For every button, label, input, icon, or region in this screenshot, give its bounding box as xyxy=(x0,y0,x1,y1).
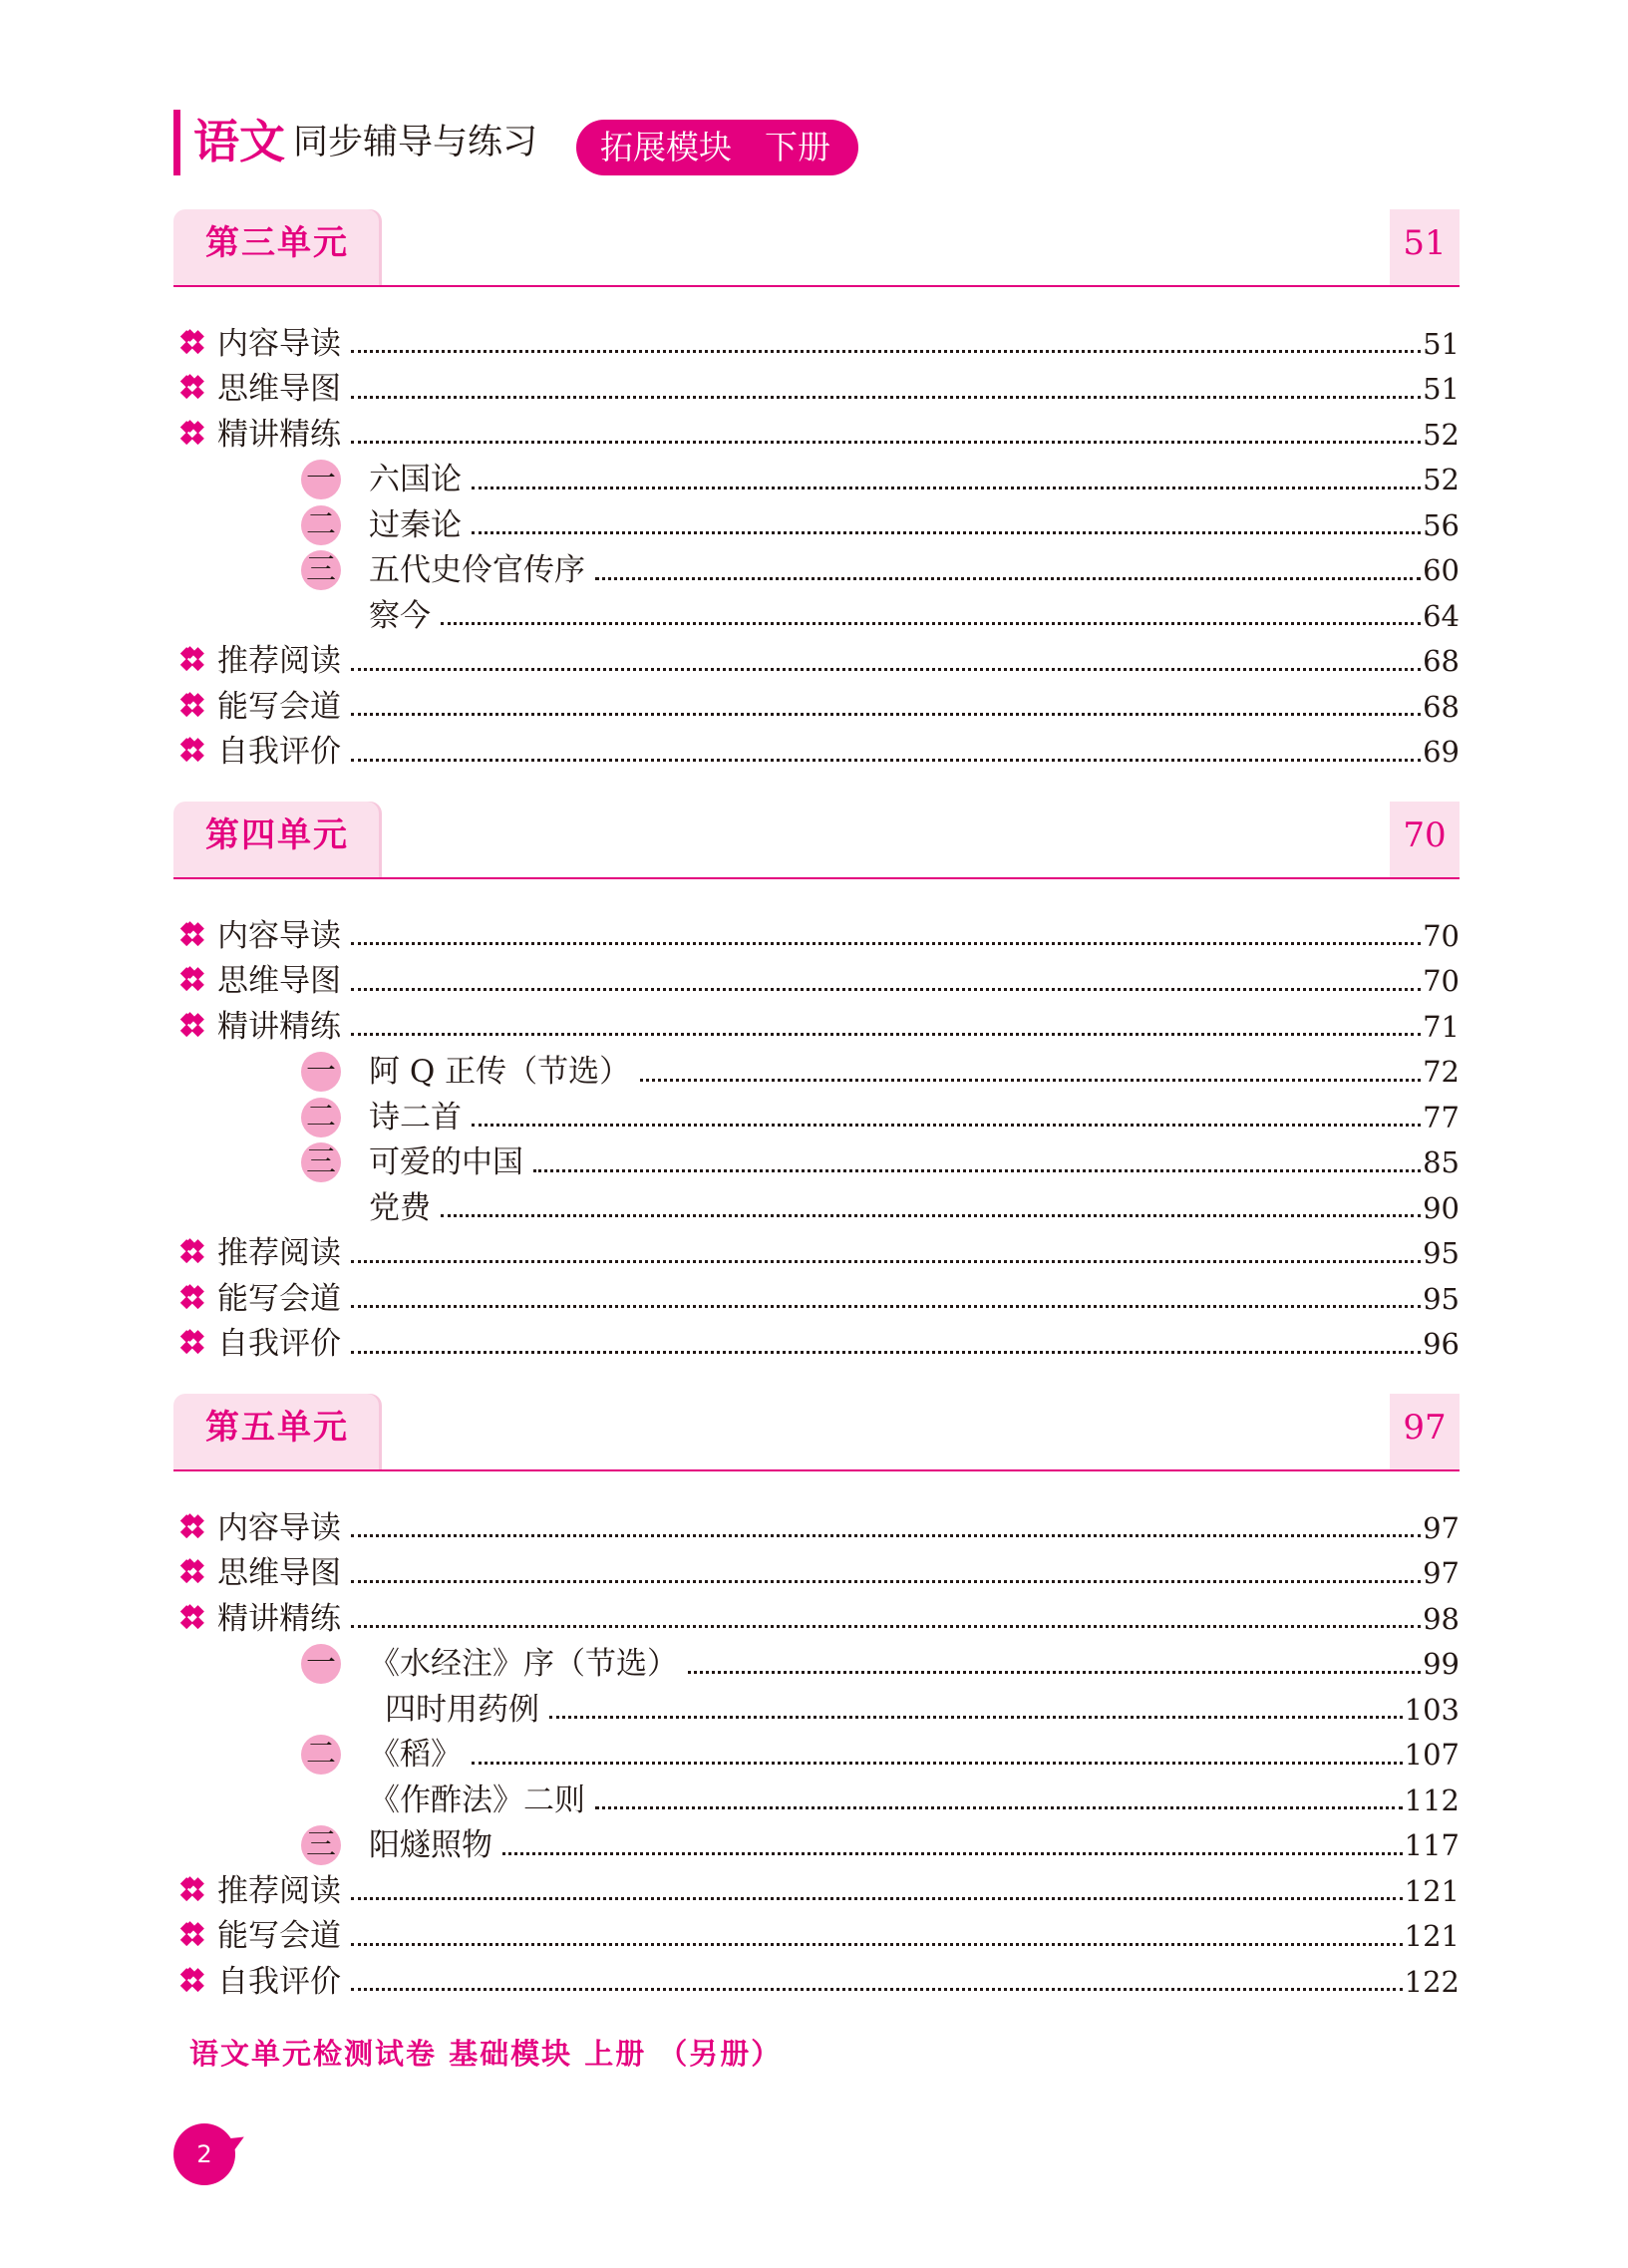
book-subtitle: 同步辅导与练习 xyxy=(293,123,538,162)
unit-start-page: 70 xyxy=(1403,815,1447,855)
entry-page-number: 77 xyxy=(1423,1100,1460,1134)
diamond-bullet-icon xyxy=(185,923,211,949)
diamond-bullet-icon xyxy=(185,648,211,674)
entry-lead xyxy=(173,1508,341,1548)
unit-title: 第四单元 xyxy=(205,815,349,855)
diamond-bullet-icon xyxy=(185,1923,211,1949)
entry-page-number: 51 xyxy=(1423,372,1460,407)
toc-entry[interactable] xyxy=(173,1959,1460,2005)
toc-entry[interactable] xyxy=(173,1322,1460,1368)
entry-page-number: 90 xyxy=(1423,1190,1460,1225)
entry-title: 自我评价 xyxy=(217,1326,341,1363)
entry-page-number: 64 xyxy=(1423,598,1460,633)
dot-leader xyxy=(351,988,1421,991)
dot-leader xyxy=(351,713,1421,716)
toc-entry[interactable] xyxy=(173,1050,1460,1096)
entry-lead xyxy=(173,1871,341,1911)
diamond-bullet-icon xyxy=(185,1969,211,1995)
lesson-number-badge: 三 xyxy=(301,550,341,590)
entry-title: 内容导读 xyxy=(217,917,341,954)
unit-title: 第三单元 xyxy=(205,223,349,263)
entry-lead xyxy=(173,550,585,590)
entry-title: 可爱的中国 xyxy=(369,1144,523,1181)
dot-leader xyxy=(502,1852,1403,1855)
toc-entry[interactable] xyxy=(173,1642,1460,1688)
entry-lead xyxy=(173,1279,341,1319)
entry-lead xyxy=(173,1644,678,1684)
entry-lead xyxy=(173,916,341,956)
toc-entry[interactable] xyxy=(173,1505,1460,1551)
entry-page-number: 68 xyxy=(1423,689,1460,724)
diamond-bullet-icon xyxy=(185,1331,211,1357)
entry-page-number: 97 xyxy=(1423,1510,1460,1545)
entry-lead xyxy=(173,1233,341,1273)
toc-entry[interactable] xyxy=(173,502,1460,548)
dot-leader xyxy=(595,577,1421,580)
dot-leader xyxy=(688,1671,1421,1674)
entry-lead xyxy=(173,1781,585,1820)
dot-leader xyxy=(351,1305,1421,1308)
dot-leader xyxy=(351,1260,1421,1263)
entry-title: 自我评价 xyxy=(217,734,341,771)
toc-entry[interactable] xyxy=(173,367,1460,413)
toc-entry[interactable] xyxy=(173,913,1460,959)
unit-block xyxy=(173,1390,1460,2005)
entry-title: 过秦论 xyxy=(369,506,462,543)
diamond-bullet-icon xyxy=(185,422,211,448)
entry-lead xyxy=(173,1052,630,1092)
dot-leader xyxy=(351,1534,1421,1537)
entry-page-number: 95 xyxy=(1423,1281,1460,1316)
dot-leader xyxy=(472,531,1421,534)
toc-entry[interactable] xyxy=(173,730,1460,776)
unit-start-page: 51 xyxy=(1403,223,1447,263)
lesson-number-badge: 一 xyxy=(301,1644,341,1684)
entry-title: 精讲精练 xyxy=(217,1600,341,1637)
entry-title: 思维导图 xyxy=(217,1555,341,1592)
toc-entry[interactable] xyxy=(173,959,1460,1005)
entry-lead xyxy=(173,1324,341,1364)
entry-lead xyxy=(173,1188,431,1228)
dot-leader xyxy=(351,1033,1421,1036)
entry-lead xyxy=(173,961,341,1001)
entry-page-number: 95 xyxy=(1423,1236,1460,1271)
entry-page-number: 56 xyxy=(1423,507,1460,542)
book-header xyxy=(173,110,871,175)
entry-title: 能写会道 xyxy=(217,688,341,725)
toc-entry[interactable] xyxy=(173,321,1460,367)
entry-page-number: 72 xyxy=(1423,1055,1460,1090)
toc-entry[interactable] xyxy=(173,1095,1460,1140)
entry-lead xyxy=(173,1599,341,1639)
entry-page-number: 68 xyxy=(1423,644,1460,679)
lesson-number-badge: 二 xyxy=(301,505,341,545)
lesson-number-badge: 一 xyxy=(301,1052,341,1092)
lesson-number-badge: 一 xyxy=(301,460,341,499)
entry-title: 内容导读 xyxy=(217,1509,341,1546)
unit-block xyxy=(173,798,1460,1367)
toc-entry[interactable] xyxy=(173,1914,1460,1960)
entry-title: 推荐阅读 xyxy=(217,1872,341,1909)
entry-title: 推荐阅读 xyxy=(217,643,341,680)
diamond-bullet-icon xyxy=(185,376,211,402)
entry-page-number: 121 xyxy=(1404,1919,1460,1954)
entry-title: 党费 xyxy=(369,1189,431,1226)
toc-entry[interactable] xyxy=(173,684,1460,730)
toc-entry[interactable] xyxy=(173,1733,1460,1779)
toc-entry[interactable] xyxy=(173,593,1460,639)
dot-leader xyxy=(640,1079,1421,1082)
entry-lead xyxy=(173,1553,341,1593)
dot-leader xyxy=(351,396,1421,399)
dot-leader xyxy=(441,1214,1421,1217)
unit-header xyxy=(173,205,1460,287)
entry-lead xyxy=(173,1962,341,2002)
entry-lead xyxy=(173,1142,523,1182)
entry-lead xyxy=(173,1690,539,1730)
entry-title: 《水经注》序（节选） xyxy=(369,1646,678,1683)
toc-entry[interactable] xyxy=(173,412,1460,458)
entry-lead xyxy=(173,1825,492,1865)
entry-lead xyxy=(173,687,341,727)
toc-entry[interactable] xyxy=(173,1004,1460,1050)
dot-leader xyxy=(472,1124,1421,1127)
entry-page-number: 52 xyxy=(1423,417,1460,452)
entry-page-number: 122 xyxy=(1404,1964,1460,1999)
toc-entry[interactable] xyxy=(173,1551,1460,1597)
unit-header xyxy=(173,1390,1460,1471)
diamond-bullet-icon xyxy=(185,739,211,765)
header-accent-bar xyxy=(173,110,180,175)
entry-page-number: 85 xyxy=(1423,1145,1460,1180)
entry-page-number: 97 xyxy=(1423,1556,1460,1591)
entry-page-number: 98 xyxy=(1423,1601,1460,1636)
entry-lead xyxy=(173,1916,341,1956)
entry-page-number: 69 xyxy=(1423,735,1460,770)
dot-leader xyxy=(351,1351,1421,1354)
diamond-bullet-icon xyxy=(185,694,211,720)
entry-lead xyxy=(173,505,462,545)
diamond-bullet-icon xyxy=(185,1606,211,1632)
dot-leader xyxy=(472,486,1421,489)
toc-entry[interactable] xyxy=(173,639,1460,685)
entry-page-number: 51 xyxy=(1423,326,1460,361)
entry-lead xyxy=(173,732,341,772)
unit-block xyxy=(173,205,1460,775)
dot-leader xyxy=(441,622,1421,625)
entry-lead xyxy=(173,1735,462,1775)
entry-lead xyxy=(173,641,341,681)
entry-page-number: 96 xyxy=(1423,1327,1460,1362)
toc-entry[interactable] xyxy=(173,1868,1460,1914)
entry-lead xyxy=(173,1007,341,1047)
dot-leader xyxy=(595,1806,1403,1809)
dot-leader xyxy=(351,668,1421,671)
toc-entry[interactable] xyxy=(173,1140,1460,1186)
entry-page-number: 71 xyxy=(1423,1009,1460,1044)
unit-entry-list xyxy=(173,321,1460,775)
entry-title: 思维导图 xyxy=(217,371,341,408)
dot-leader xyxy=(351,1625,1421,1628)
dot-leader xyxy=(472,1762,1403,1765)
entry-title: 阿 Q 正传（节选） xyxy=(369,1054,631,1091)
toc-entry[interactable] xyxy=(173,1185,1460,1231)
entry-title: 六国论 xyxy=(369,462,462,498)
diamond-bullet-icon xyxy=(185,331,211,357)
entry-title: 思维导图 xyxy=(217,963,341,1000)
dot-leader xyxy=(351,441,1421,444)
toc-entry[interactable] xyxy=(173,1596,1460,1642)
entry-page-number: 60 xyxy=(1423,553,1460,588)
unit-entry-list xyxy=(173,1505,1460,2005)
dot-leader xyxy=(351,350,1421,353)
dot-leader xyxy=(549,1716,1403,1719)
toc-entry[interactable] xyxy=(173,1687,1460,1733)
toc-entry[interactable] xyxy=(173,548,1460,594)
entry-title: 能写会道 xyxy=(217,1918,341,1955)
entry-page-number: 70 xyxy=(1423,964,1460,999)
entry-title: 精讲精练 xyxy=(217,1008,341,1045)
unit-title: 第五单元 xyxy=(205,1408,349,1448)
entry-page-number: 70 xyxy=(1423,918,1460,953)
dot-leader xyxy=(351,1988,1403,1991)
lesson-number-badge: 二 xyxy=(301,1735,341,1775)
module-badge: 拓展模块 下册 xyxy=(576,120,858,175)
dot-leader xyxy=(351,759,1421,762)
entry-title: 精讲精练 xyxy=(217,416,341,453)
toc-entry[interactable] xyxy=(173,1823,1460,1869)
entry-lead xyxy=(173,369,341,409)
diamond-bullet-icon xyxy=(185,1515,211,1541)
entry-page-number: 107 xyxy=(1404,1738,1460,1773)
diamond-bullet-icon xyxy=(185,1560,211,1586)
entry-lead xyxy=(173,324,341,364)
dot-leader xyxy=(351,1943,1403,1946)
unit-entry-list xyxy=(173,913,1460,1367)
entry-lead xyxy=(173,596,431,636)
diamond-bullet-icon xyxy=(185,1240,211,1266)
entry-page-number: 121 xyxy=(1404,1873,1460,1908)
diamond-bullet-icon xyxy=(185,1014,211,1040)
entry-title: 察今 xyxy=(369,597,431,634)
footer-note: 语文单元检测试卷 基础模块 上册 （另册） xyxy=(189,2037,783,2071)
book-title: 语文 xyxy=(193,115,285,168)
entry-page-number: 52 xyxy=(1423,463,1460,497)
toc-entry[interactable] xyxy=(173,1276,1460,1322)
diamond-bullet-icon xyxy=(185,1286,211,1312)
page-number: 2 xyxy=(173,2123,235,2185)
diamond-bullet-icon xyxy=(185,968,211,994)
entry-lead xyxy=(173,1098,462,1137)
entry-title: 四时用药例 xyxy=(385,1691,539,1728)
dot-leader xyxy=(351,1897,1403,1900)
toc-entry[interactable] xyxy=(173,458,1460,503)
dot-leader xyxy=(533,1169,1421,1172)
unit-start-page: 97 xyxy=(1403,1408,1447,1448)
diamond-bullet-icon xyxy=(185,1878,211,1904)
entry-page-number: 117 xyxy=(1404,1828,1460,1863)
entry-title: 《稻》 xyxy=(369,1737,462,1774)
entry-page-number: 99 xyxy=(1423,1647,1460,1682)
entry-title: 推荐阅读 xyxy=(217,1235,341,1272)
dot-leader xyxy=(351,942,1421,945)
entry-page-number: 112 xyxy=(1404,1782,1460,1817)
entry-title: 能写会道 xyxy=(217,1280,341,1317)
entry-title: 阳燧照物 xyxy=(369,1827,492,1864)
entry-lead xyxy=(173,460,462,499)
toc-entry[interactable] xyxy=(173,1231,1460,1277)
entry-title: 内容导读 xyxy=(217,325,341,362)
toc-entry[interactable] xyxy=(173,1778,1460,1823)
entry-title: 诗二首 xyxy=(369,1099,462,1135)
dot-leader xyxy=(351,1580,1421,1583)
entry-lead xyxy=(173,415,341,455)
lesson-number-badge: 三 xyxy=(301,1825,341,1865)
lesson-number-badge: 二 xyxy=(301,1098,341,1137)
entry-title: 《作酢法》二则 xyxy=(369,1782,585,1818)
entry-title: 自我评价 xyxy=(217,1963,341,2000)
lesson-number-badge: 三 xyxy=(301,1142,341,1182)
entry-page-number: 103 xyxy=(1404,1692,1460,1727)
entry-title: 五代史伶官传序 xyxy=(369,552,585,589)
unit-header xyxy=(173,798,1460,879)
